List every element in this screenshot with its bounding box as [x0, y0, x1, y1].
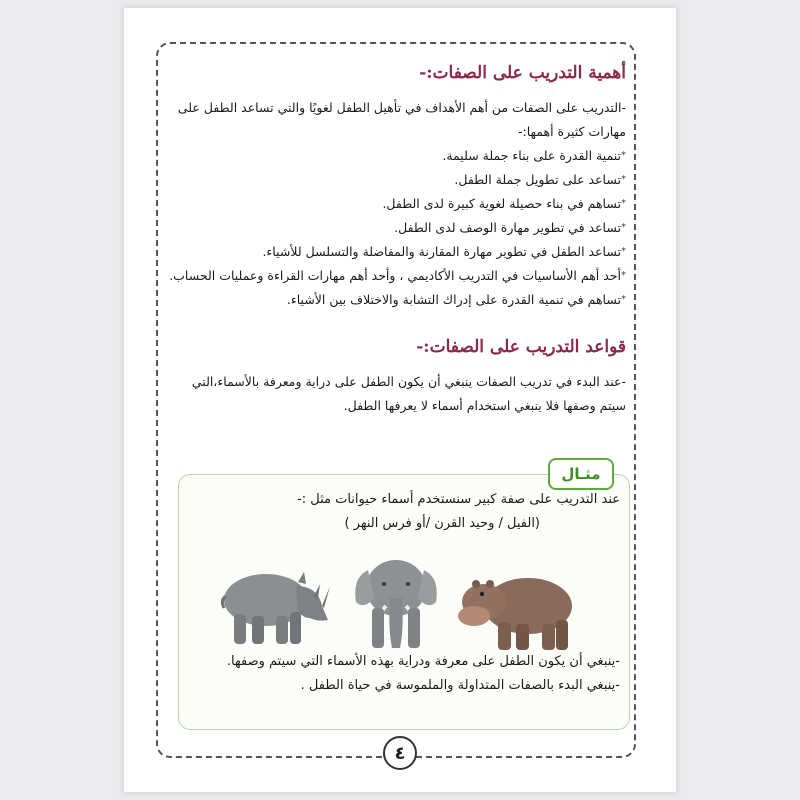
- section1-heading: أهمية التدريب على الصفات:-: [419, 63, 626, 83]
- example-note2: -ينبغي البدء بالصفات المتداولة والملموسة في حياة الطفل .: [300, 678, 620, 693]
- list-item: *أحد أهم الأساسيات في التدريب الأكاديمي ، وأحد أهم مهارات القراءة وعمليات الحساب.: [169, 268, 626, 283]
- section2-text: -عند البدء في تدريب الصفات ينبغي أن يكون الطفل على دراية ومعرفة بالأسماء،التي سيتم وصفها فلا ينبغي استخدام أسماء لا يعرفها الطفل.: [191, 374, 626, 413]
- asterisk-icon: *: [621, 294, 626, 305]
- example-notes: [192, 650, 620, 698]
- section1-intro: -التدريب على الصفات من أهم الأهداف في تأهيل الطفل لغويًا والتي تساعد الطفل على مهارات كثيرة أهمها:-: [177, 100, 626, 139]
- example-text: [192, 488, 620, 536]
- page-number: ٤: [383, 736, 417, 770]
- example-line2: (الفيل / وحيد القرن /أو فرس النهر ): [344, 516, 540, 531]
- asterisk-icon: *: [621, 198, 626, 209]
- asterisk-icon: *: [621, 150, 626, 161]
- list-item: *تساعد على تطويل جملة الطفل.: [454, 172, 626, 187]
- asterisk-icon: *: [621, 222, 626, 233]
- list-item: *تنمية القدرة على بناء جملة سليمة.: [442, 148, 626, 163]
- list-item: *تساهم في تنمية القدرة على إدراك التشابة والاختلاف بين الأشياء.: [286, 292, 626, 307]
- example-label: مثـال: [548, 458, 614, 490]
- example-note1: -ينبغي أن يكون الطفل على معرفة ودراية بهذه الأسماء التي سيتم وصفها.: [226, 654, 620, 669]
- list-item: *تساهم في بناء حصيلة لغوية كبيرة لدى الطفل.: [382, 196, 626, 211]
- benefits-list: [168, 144, 626, 312]
- hippopotamus-image: [458, 562, 578, 654]
- section2-heading: قواعد التدريب على الصفات:-: [416, 337, 626, 357]
- rhinoceros-image: [218, 556, 330, 648]
- page-content: [168, 60, 626, 418]
- section2: [168, 334, 626, 418]
- list-item: *تساعد الطفل في تطوير مهارة المقارنة والمفاضلة والتسلسل للأشياء.: [262, 244, 626, 259]
- asterisk-icon: *: [621, 246, 626, 257]
- example-line1: عند التدريب على صفة كبير سنستخدم أسماء حيوانات مثل :-: [297, 492, 620, 507]
- asterisk-icon: *: [621, 270, 626, 281]
- list-item: *تساعد في تطوير مهارة الوصف لدى الطفل.: [394, 220, 626, 235]
- asterisk-icon: *: [621, 174, 626, 185]
- elephant-image: [350, 548, 442, 652]
